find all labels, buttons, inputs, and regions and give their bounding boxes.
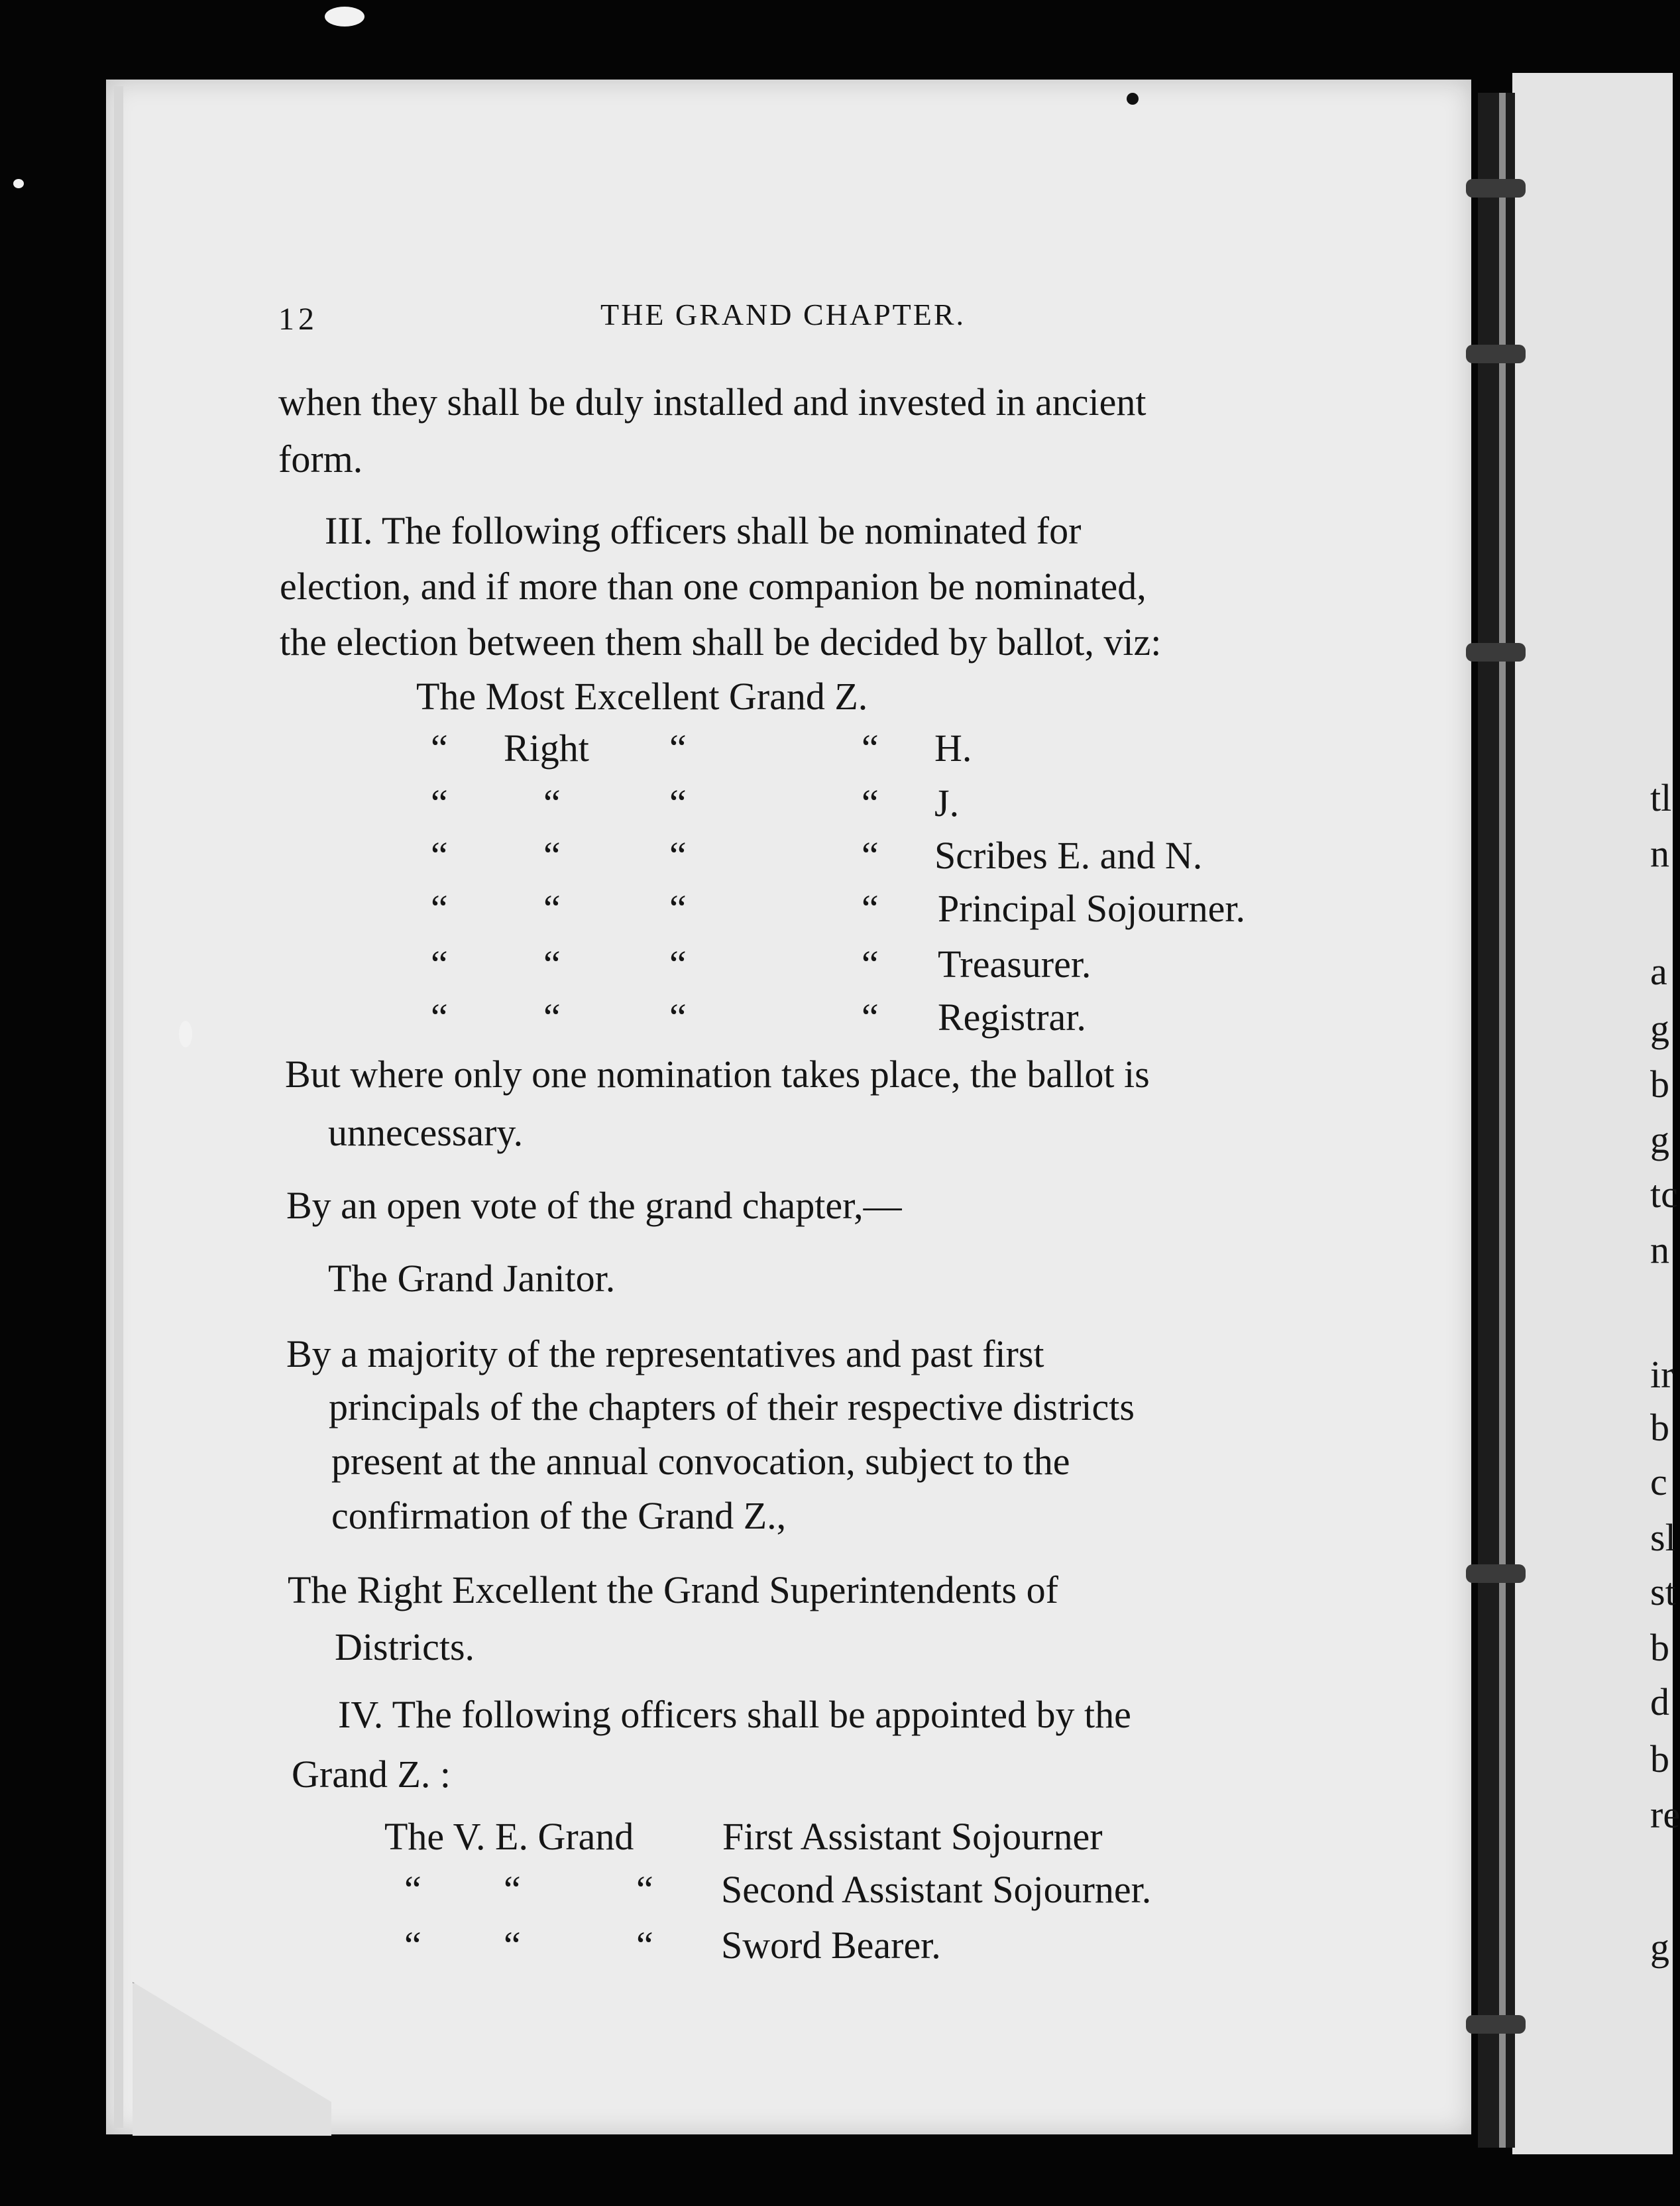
ditto-mark: “ [543, 834, 561, 877]
binding-thread [1499, 93, 1506, 2148]
ditto-mark: “ [431, 834, 448, 877]
facing-fragment: tc [1650, 1173, 1678, 1216]
running-title: THE GRAND CHAPTER. [600, 298, 966, 331]
ditto-mark: “ [543, 782, 561, 825]
facing-fragment: b [1650, 1737, 1669, 1780]
ditto-mark: “ [431, 996, 448, 1039]
thread-knot [1466, 1564, 1526, 1583]
ditto-mark: “ [669, 834, 687, 877]
facing-fragment: c [1650, 1460, 1667, 1503]
facing-page [1512, 73, 1673, 2154]
facing-fragment: n [1650, 832, 1669, 875]
ditto-mark: “ [504, 1868, 521, 1911]
officer-line: The Most Excellent Grand Z. [416, 675, 868, 718]
text-line: By a majority of the representatives and past first [286, 1332, 1044, 1375]
rank-word: Right [504, 726, 589, 770]
ditto-mark: “ [669, 726, 687, 770]
thread-knot [1466, 643, 1526, 662]
office-name: Sword Bearer. [721, 1924, 941, 1967]
facing-fragment: tl [1650, 776, 1672, 819]
officer-prefix: The V. E. Grand [384, 1815, 634, 1858]
ditto-mark: “ [504, 1924, 521, 1967]
text-line: confirmation of the Grand Z., [331, 1494, 787, 1537]
facing-fragment: g [1650, 1007, 1669, 1050]
ditto-mark: “ [862, 887, 879, 930]
text-line: present at the annual convocation, subject to the [331, 1440, 1070, 1483]
thread-knot [1466, 179, 1526, 198]
ditto-mark: “ [669, 782, 687, 825]
scan-speck [1127, 93, 1139, 105]
text-line: election, and if more than one companion be nominated, [280, 565, 1147, 608]
text-line: The Right Excellent the Grand Superintendents of [288, 1568, 1058, 1611]
scan-speck [13, 179, 24, 188]
thread-knot [1466, 345, 1526, 363]
text-line: Grand Z. : [292, 1753, 451, 1796]
office-name: Scribes E. and N. [934, 834, 1203, 877]
officer-line: The Grand Janitor. [328, 1257, 616, 1300]
facing-fragment: g [1650, 1118, 1669, 1161]
ditto-mark: “ [636, 1924, 653, 1967]
ditto-mark: “ [431, 943, 448, 986]
facing-fragment: re [1650, 1793, 1680, 1836]
page-edge [114, 86, 123, 2128]
ditto-mark: “ [669, 887, 687, 930]
ditto-mark: “ [669, 996, 687, 1039]
binding-spine [1478, 93, 1515, 2148]
text-line: the election between them shall be decided by ballot, viz: [280, 620, 1162, 664]
office-name: Principal Sojourner. [938, 887, 1245, 930]
scan-speck [325, 7, 364, 27]
ditto-mark: “ [862, 726, 879, 770]
ditto-mark: “ [543, 996, 561, 1039]
thread-knot [1466, 2015, 1526, 2034]
ditto-mark: “ [431, 726, 448, 770]
scan-speck [179, 1021, 192, 1047]
text-line: III. The following officers shall be nominated for [325, 509, 1082, 552]
text-line: principals of the chapters of their respective districts [329, 1385, 1135, 1428]
ditto-mark: “ [431, 782, 448, 825]
office-name: J. [934, 782, 960, 825]
ditto-mark: “ [862, 996, 879, 1039]
facing-fragment: d [1650, 1680, 1669, 1723]
text-line: form. [278, 437, 363, 481]
ditto-mark: “ [669, 943, 687, 986]
office-name: Treasurer. [938, 943, 1092, 986]
text-line: IV. The following officers shall be appointed by the [338, 1693, 1131, 1736]
facing-fragment: b [1650, 1063, 1669, 1106]
page-number: 12 [278, 302, 318, 337]
text-line: Districts. [335, 1625, 475, 1668]
ditto-mark: “ [404, 1924, 421, 1967]
facing-fragment: b [1650, 1626, 1669, 1669]
facing-fragment: n [1650, 1228, 1669, 1271]
text-line: unnecessary. [328, 1111, 524, 1154]
facing-fragment: sl [1650, 1516, 1676, 1559]
facing-fragment: st [1650, 1570, 1676, 1613]
ditto-mark: “ [543, 943, 561, 986]
ditto-mark: “ [431, 887, 448, 930]
facing-fragment: g [1650, 1926, 1669, 1969]
ditto-mark: “ [862, 943, 879, 986]
facing-fragment: b [1650, 1406, 1669, 1449]
office-name: Registrar. [938, 996, 1086, 1039]
text-line: By an open vote of the grand chapter,— [286, 1184, 902, 1227]
office-name: Second Assistant Sojourner. [721, 1868, 1152, 1911]
ditto-mark: “ [862, 834, 879, 877]
office-name: H. [934, 726, 972, 770]
facing-fragment: ir [1650, 1353, 1674, 1396]
text-line: when they shall be duly installed and invested in ancient [278, 380, 1147, 424]
text-line: But where only one nomination takes place, the ballot is [285, 1053, 1150, 1096]
office-name: First Assistant Sojourner [722, 1815, 1103, 1858]
ditto-mark: “ [543, 887, 561, 930]
ditto-mark: “ [404, 1868, 421, 1911]
ditto-mark: “ [862, 782, 879, 825]
facing-fragment: a [1650, 950, 1667, 993]
ditto-mark: “ [636, 1868, 653, 1911]
